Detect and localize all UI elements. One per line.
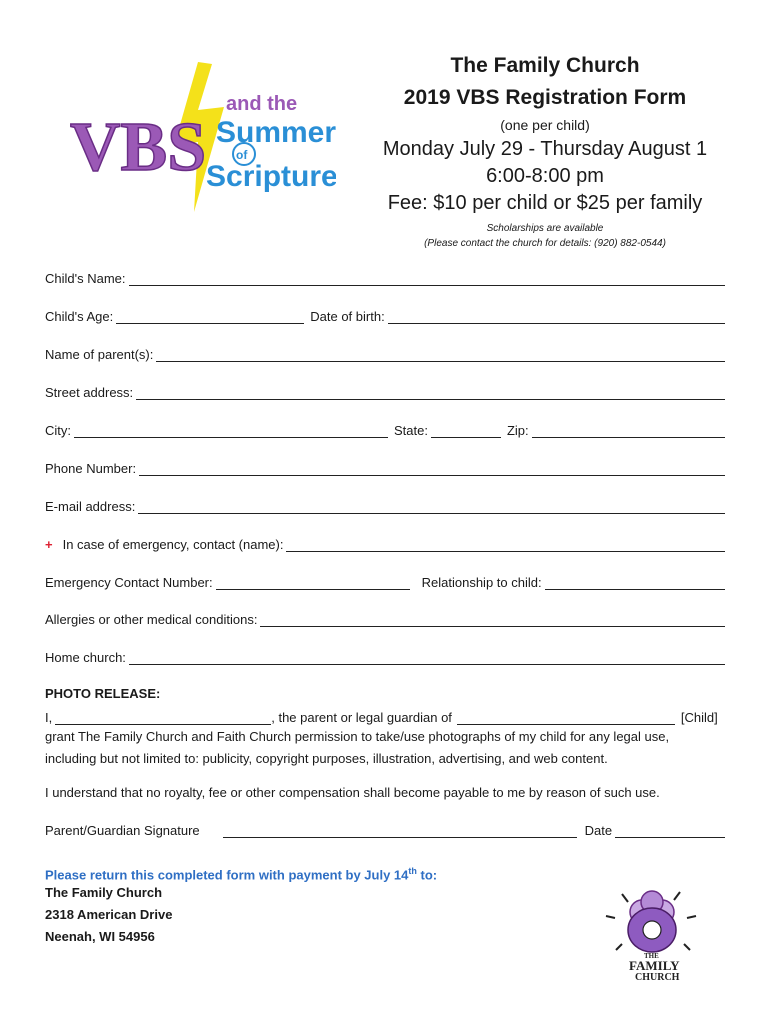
photo-i-text: I,	[45, 710, 53, 725]
phone-label: Phone Number:	[45, 461, 137, 476]
emergency-number-label: Emergency Contact Number:	[45, 575, 213, 590]
emergency-name-field[interactable]	[286, 537, 725, 552]
event-time: 6:00-8:00 pm	[486, 165, 604, 187]
vbs-logo-text: VBS	[70, 109, 207, 186]
street-row	[45, 380, 725, 400]
relationship-field[interactable]	[545, 575, 725, 590]
parents-field[interactable]	[156, 347, 725, 362]
royalty-statement: I understand that no royalty, fee or other compensation shall become payable to me by reason of such use.	[45, 785, 660, 800]
email-field[interactable]	[138, 499, 725, 514]
form-title: 2019 VBS Registration Form	[403, 86, 687, 109]
return-to-text: to:	[416, 867, 438, 883]
relationship-label: Relationship to child:	[421, 575, 542, 590]
dob-field[interactable]	[388, 309, 725, 324]
signature-date-field[interactable]	[615, 823, 725, 838]
emergency-number-row	[45, 570, 725, 590]
child-name-release-field[interactable]	[457, 710, 675, 725]
child-age-field[interactable]	[116, 309, 304, 324]
child-name-field[interactable]	[129, 271, 725, 286]
state-field[interactable]	[431, 423, 501, 438]
parents-label: Name of parent(s):	[45, 347, 154, 362]
event-dates: Monday July 29 - Thursday August 1	[382, 138, 708, 160]
child-age-row	[45, 304, 725, 324]
dob-label: Date of birth:	[310, 309, 385, 324]
child-name-row	[45, 266, 725, 286]
photo-release-title: PHOTO RELEASE:	[45, 686, 161, 701]
city-field[interactable]	[74, 423, 388, 438]
photo-release-line3: including but not limited to: publicity, copyright purposes, illustration, advertising, and web content.	[45, 751, 608, 766]
medical-cross-icon: +	[45, 537, 53, 552]
street-field[interactable]	[136, 385, 725, 400]
allergies-field[interactable]	[260, 612, 725, 627]
city-label: City:	[45, 423, 71, 438]
zip-label: Zip:	[506, 423, 529, 438]
return-name: The Family Church	[45, 885, 163, 900]
home-church-row	[45, 645, 725, 665]
guardian-name-field[interactable]	[55, 710, 271, 725]
and-the-text: and the	[226, 93, 298, 115]
child-age-label: Child's Age:	[45, 309, 114, 324]
footer-logo-the: THE	[644, 952, 659, 960]
vbs-logo	[66, 62, 336, 222]
signature-label: Parent/Guardian Signature	[45, 823, 200, 838]
email-row	[45, 494, 725, 514]
parents-row	[45, 342, 725, 362]
signature-field[interactable]	[223, 823, 577, 838]
return-sup: th	[408, 866, 417, 876]
street-label: Street address:	[45, 385, 134, 400]
city-row	[45, 418, 725, 438]
phone-row	[45, 456, 725, 476]
of-text: of	[236, 148, 248, 162]
photo-release-line2: grant The Family Church and Faith Church permission to take/use photographs of my child for any legal use,	[45, 729, 670, 744]
child-name-label: Child's Name:	[45, 271, 126, 286]
state-label: State:	[394, 423, 428, 438]
photo-child-text: [Child]	[680, 710, 718, 725]
photo-release-line1	[45, 705, 735, 725]
footer-logo-family: FAMILY	[629, 958, 680, 973]
emergency-number-field[interactable]	[216, 575, 410, 590]
form-header	[360, 50, 730, 251]
date-label: Date	[584, 823, 613, 838]
phone-field[interactable]	[139, 461, 725, 476]
return-street: 2318 American Drive	[45, 907, 173, 922]
event-fee: Fee: $10 per child or $25 per family	[387, 192, 703, 214]
contact-note: (Please contact the church for details: (920) 882-0544)	[424, 238, 666, 249]
footer-logo-church: CHURCH	[635, 972, 680, 982]
allergies-label: Allergies or other medical conditions:	[45, 612, 258, 627]
home-church-label: Home church:	[45, 650, 126, 665]
family-church-logo	[600, 882, 710, 982]
return-city: Neenah, WI 54956	[45, 929, 155, 944]
photo-parent-text: , the parent or legal guardian of	[271, 710, 452, 725]
return-instruction-text: Please return this completed form with payment by July 14	[45, 867, 409, 883]
zip-field[interactable]	[532, 423, 725, 438]
summer-text: Summer	[216, 116, 336, 149]
per-child-note: (one per child)	[500, 117, 590, 133]
email-label: E-mail address:	[45, 499, 136, 514]
home-church-field[interactable]	[129, 650, 725, 665]
signature-row	[45, 818, 725, 838]
church-name: The Family Church	[450, 54, 640, 77]
allergies-row	[45, 607, 725, 627]
scripture-text: Scripture	[206, 160, 336, 193]
emergency-name-label: In case of emergency, contact (name):	[62, 537, 284, 552]
scholarship-note: Scholarships are available	[486, 223, 604, 234]
emergency-name-row	[45, 532, 725, 552]
